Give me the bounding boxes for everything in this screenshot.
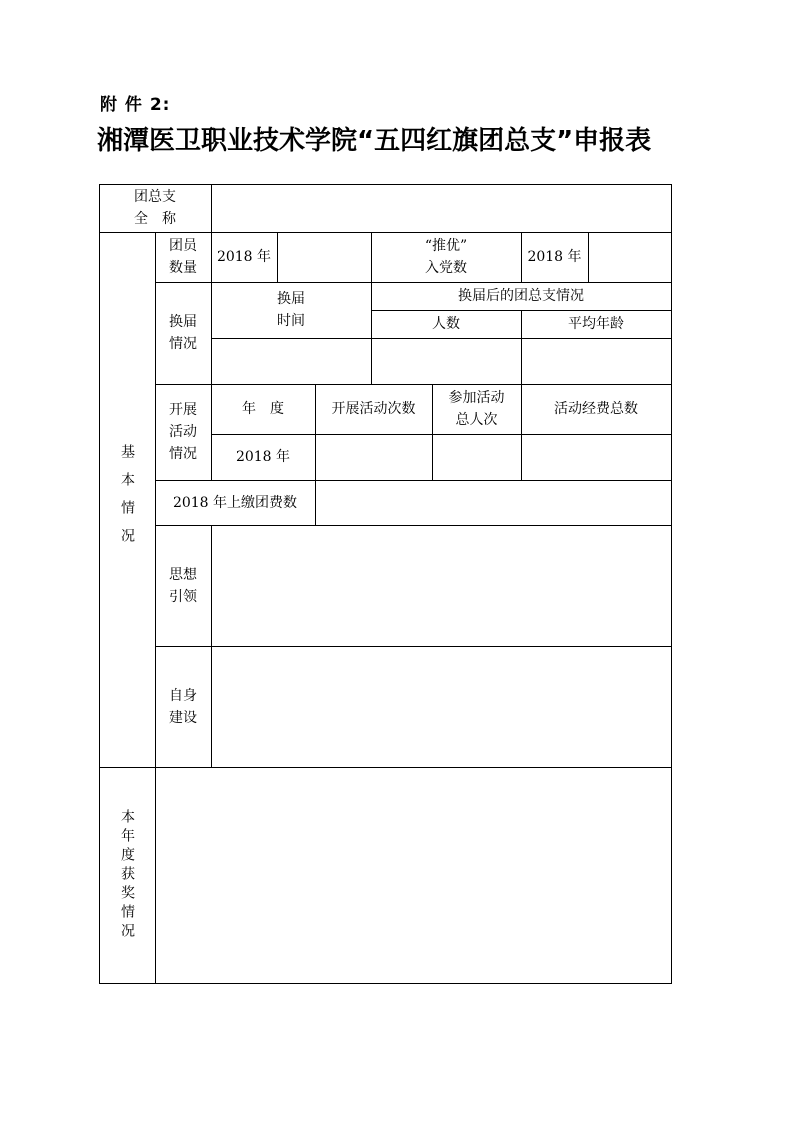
member-count-field[interactable] xyxy=(278,233,371,282)
participants-header xyxy=(432,384,521,434)
ideology-label xyxy=(155,525,211,646)
headcount-field[interactable] xyxy=(372,339,521,384)
ideology-field[interactable] xyxy=(212,526,671,646)
awards-field[interactable] xyxy=(156,768,671,983)
activities-label xyxy=(155,384,211,480)
activity-funds-field[interactable] xyxy=(522,435,671,480)
member-count-label-line2: 数量 xyxy=(169,260,197,276)
activity-count-text: 开展活动次数 xyxy=(331,401,416,417)
reelection-label xyxy=(155,282,211,384)
recommend-year-text: 2018 年 xyxy=(527,249,582,265)
self-build-label xyxy=(155,646,211,767)
recommend-label-line2: 入党数 xyxy=(425,260,467,276)
recommend-count-field[interactable] xyxy=(589,233,671,282)
ideology-label-line2: 引领 xyxy=(169,588,197,605)
self-build-label-line1: 自身 xyxy=(169,687,197,704)
reelection-time-field[interactable] xyxy=(212,339,371,384)
basic-info-label-text: 基本情况 xyxy=(119,443,135,556)
dues-label xyxy=(155,480,315,525)
branch-name-label-line2: 全 称 xyxy=(134,211,176,227)
dues-field[interactable] xyxy=(316,481,671,525)
after-reelection-label xyxy=(371,282,671,310)
reelection-label-line2: 情况 xyxy=(169,336,197,352)
dues-label-text: 2018 年上缴团费数 xyxy=(172,494,298,511)
member-count-label xyxy=(155,232,211,282)
participants-header-line1: 参加活动 xyxy=(448,390,505,406)
activity-count-header xyxy=(315,384,432,434)
activity-funds-header xyxy=(521,384,671,434)
year-header xyxy=(211,384,315,434)
basic-info-label xyxy=(99,232,155,767)
reelection-time-label-line1: 换届 xyxy=(277,291,305,307)
average-age-text: 平均年龄 xyxy=(568,316,624,332)
average-age-label xyxy=(521,310,671,338)
activities-label-line1: 开展 xyxy=(169,402,197,418)
activities-label-line2: 活动 xyxy=(169,424,197,440)
activity-count-field[interactable] xyxy=(316,435,432,480)
reelection-time-label-line2: 时间 xyxy=(277,313,305,329)
reelection-time-label xyxy=(211,282,371,338)
participants-field[interactable] xyxy=(433,435,521,480)
year-header-text: 年 度 xyxy=(242,401,284,417)
awards-label xyxy=(99,767,155,983)
average-age-field[interactable] xyxy=(522,339,671,384)
branch-name-field[interactable] xyxy=(212,185,671,232)
self-build-field[interactable] xyxy=(212,647,671,767)
activity-year-label xyxy=(211,434,315,480)
self-build-label-line2: 建设 xyxy=(169,709,197,726)
branch-name-label xyxy=(99,184,211,232)
after-reelection-text: 换届后的团总支情况 xyxy=(458,288,584,304)
table-border-right xyxy=(671,184,672,984)
table-border-bottom xyxy=(99,983,671,984)
member-year-label xyxy=(211,232,277,282)
awards-label-text: 本年度获奖情况 xyxy=(119,808,135,942)
activity-year-text: 2018 年 xyxy=(235,449,291,465)
branch-name-label-line1: 团总支 xyxy=(134,189,176,205)
member-count-label-line1: 团员 xyxy=(169,238,197,254)
recommend-label-line1: “推优” xyxy=(424,238,468,254)
activities-label-line3: 情况 xyxy=(169,446,197,462)
activity-funds-text: 活动经费总数 xyxy=(554,401,638,417)
headcount-text: 人数 xyxy=(432,316,460,332)
page-title: 湘潭医卫职业技术学院“五四红旗团总支”申报表 xyxy=(97,126,652,156)
attachment-label: 附 件 2: xyxy=(100,95,171,115)
headcount-label xyxy=(371,310,521,338)
recommend-year-label xyxy=(521,232,588,282)
participants-header-line2: 总人次 xyxy=(455,412,498,428)
ideology-label-line1: 思想 xyxy=(169,566,197,583)
reelection-label-line1: 换届 xyxy=(169,314,197,330)
member-year-text: 2018 年 xyxy=(216,249,272,265)
recommend-label xyxy=(371,232,521,282)
